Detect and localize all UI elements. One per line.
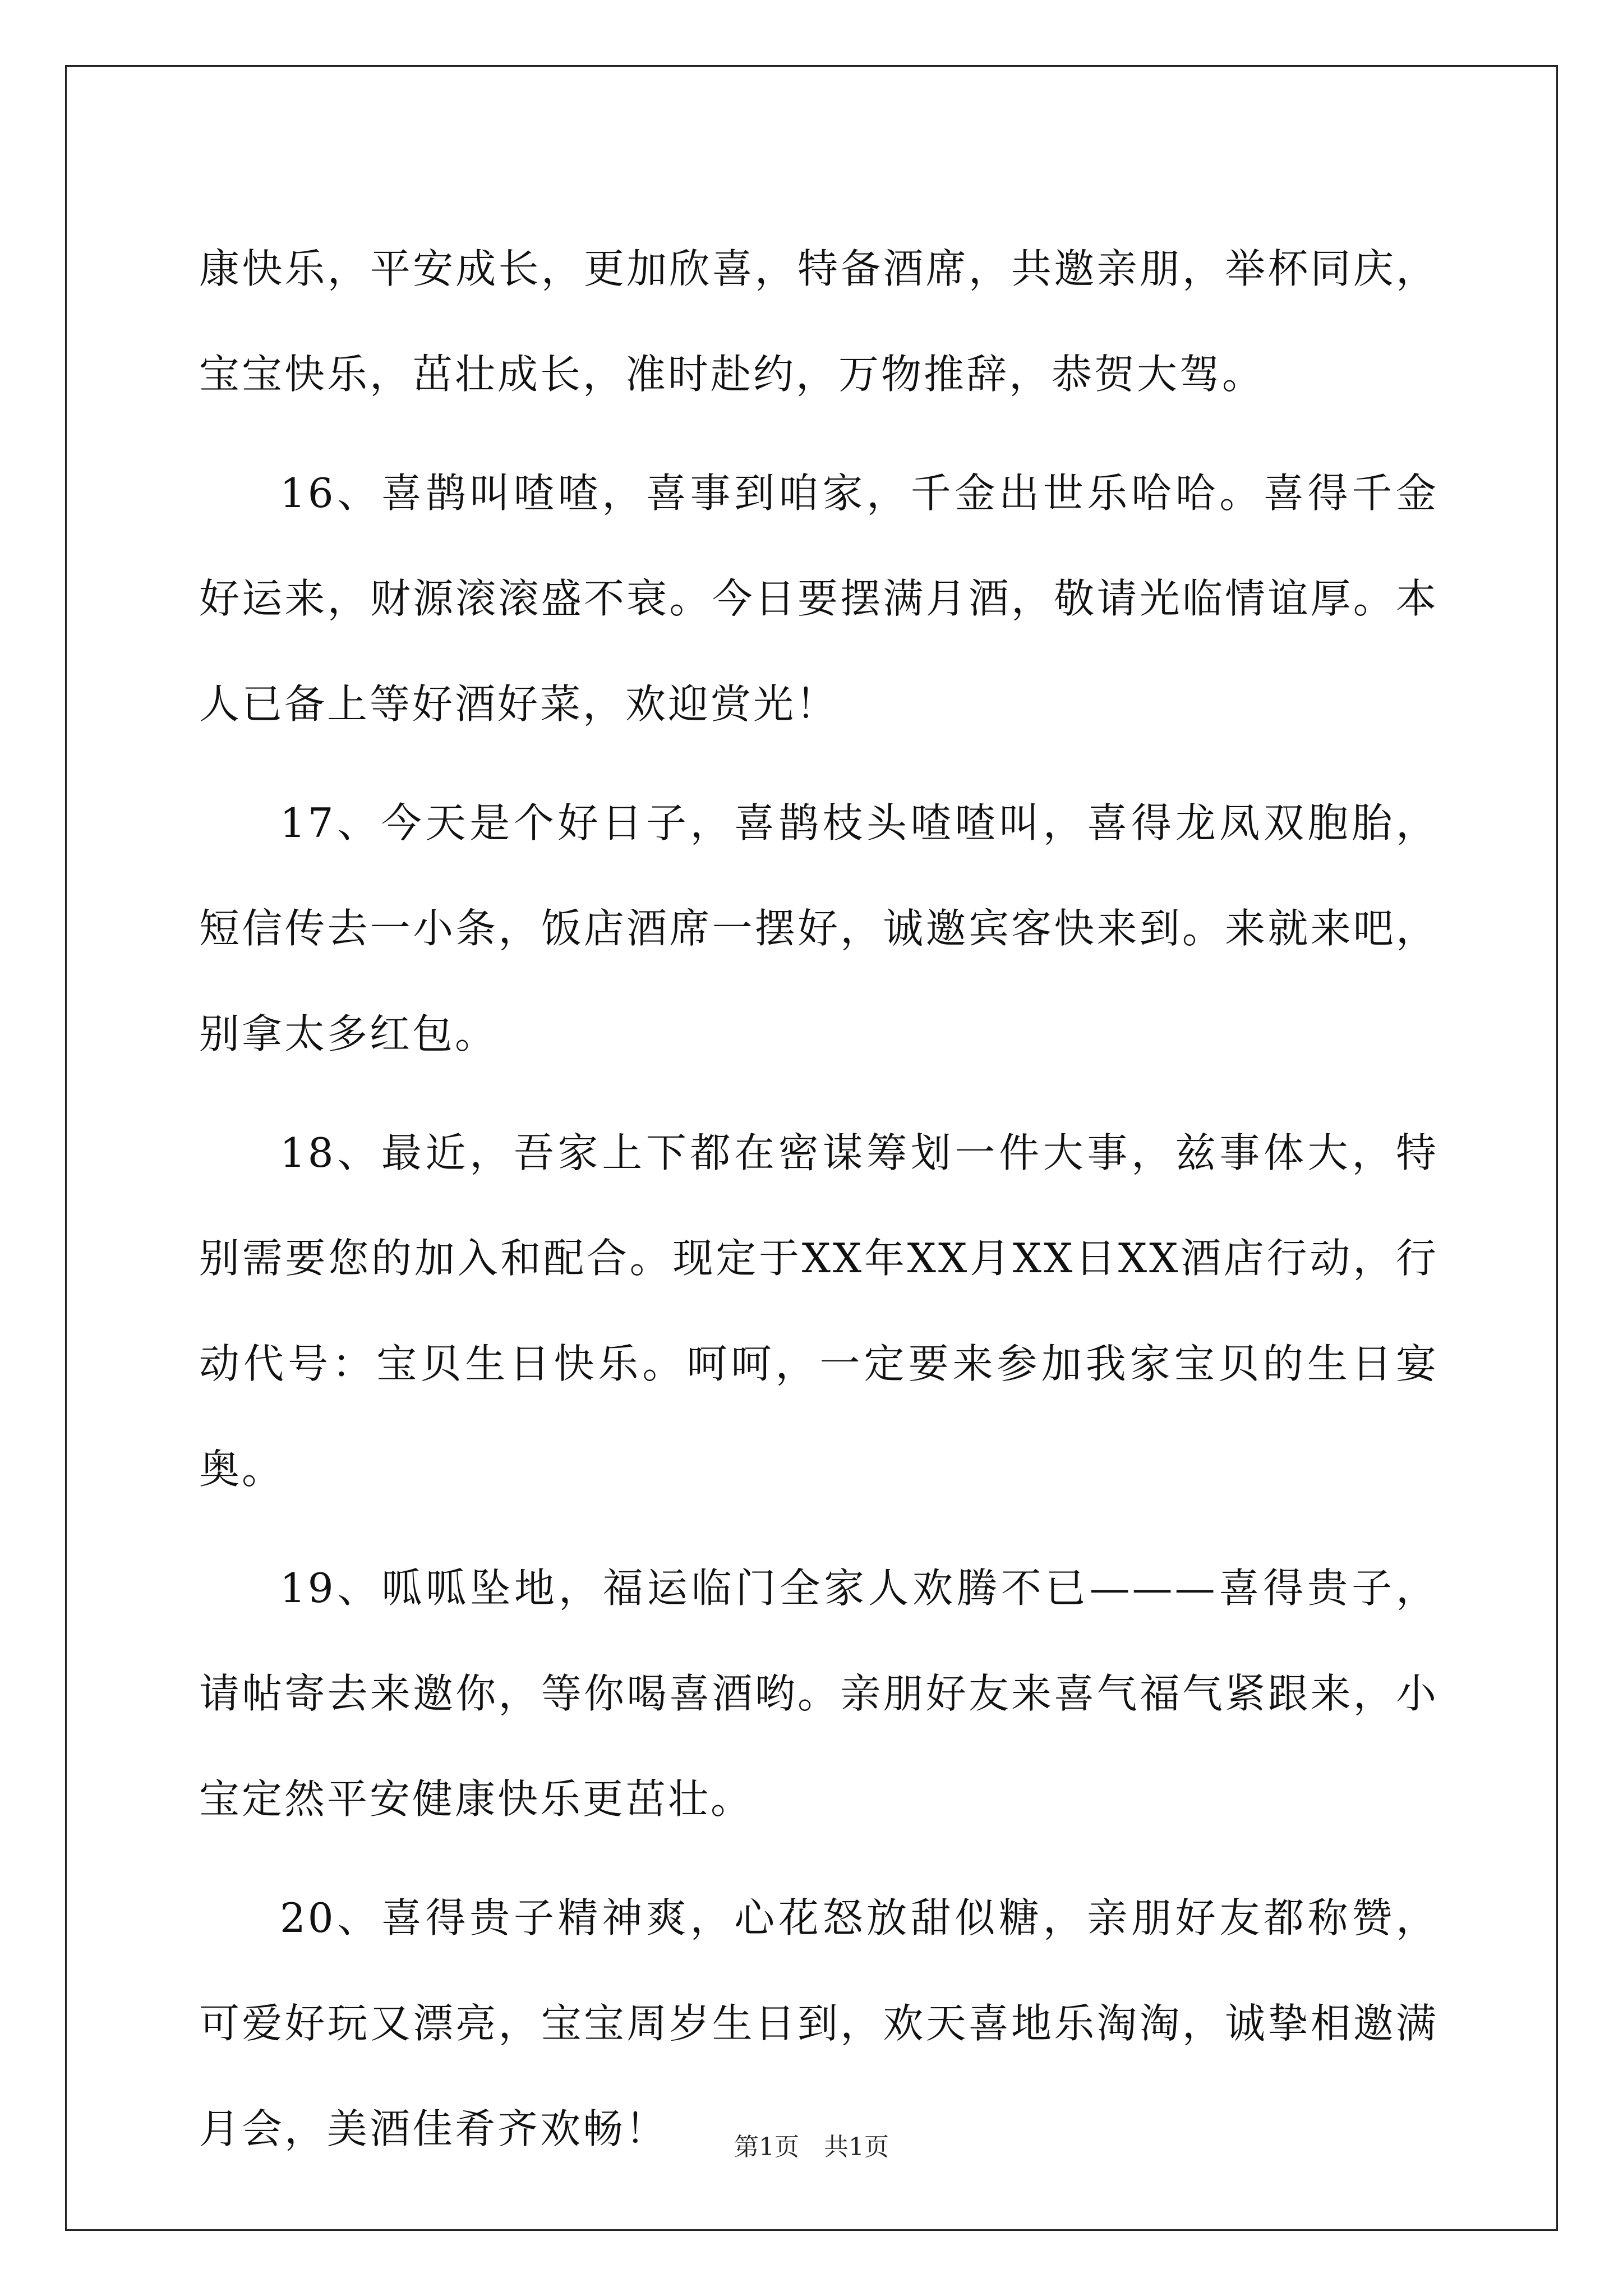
paragraph-20: 20、喜得贵子精神爽，心花怒放甜似糖，亲朋好友都称赞，可爱好玩又漂亮，宝宝周岁生日到，欢天喜地乐淘淘，诚挚相邀满月会，美酒佳肴齐欢畅！ <box>199 1894 1438 2152</box>
paragraph-18: 18、最近，吾家上下都在密谋筹划一件大事，兹事体大，特别需要您的加入和配合。现定于XX年XX月XX日XX酒店行动，行动代号：宝贝生日快乐。呵呵，一定要来参加我家宝贝的生日宴奥。 <box>199 1129 1438 1493</box>
paragraph-17: 17、今天是个好日子，喜鹊枝头喳喳叫，喜得龙凤双胞胎，短信传去一小条，饭店酒席一摆好，诚邀宾客快来到。来就来吧，别拿太多红包。 <box>199 799 1438 1057</box>
page-footer: 第1页 共1页 <box>734 2133 889 2161</box>
paragraph-16: 16、喜鹊叫喳喳，喜事到咱家，千金出世乐哈哈。喜得千金好运来，财源滚滚盛不衰。今日要摆满月酒，敬请光临情谊厚。本人已备上等好酒好菜，欢迎赏光！ <box>199 470 1438 728</box>
paragraph-continuation: 康快乐，平安成长，更加欣喜，特备酒席，共邀亲朋，举杯同庆，宝宝快乐，茁壮成长，准时赴约，万物推辞，恭贺大驾。 <box>199 245 1438 398</box>
document-body <box>199 216 1438 2182</box>
paragraph-19: 19、呱呱坠地，福运临门全家人欢腾不已———喜得贵子，请帖寄去来邀你，等你喝喜酒哟。亲朋好友来喜气福气紧跟来，小宝定然平安健康快乐更茁壮。 <box>199 1565 1438 1823</box>
